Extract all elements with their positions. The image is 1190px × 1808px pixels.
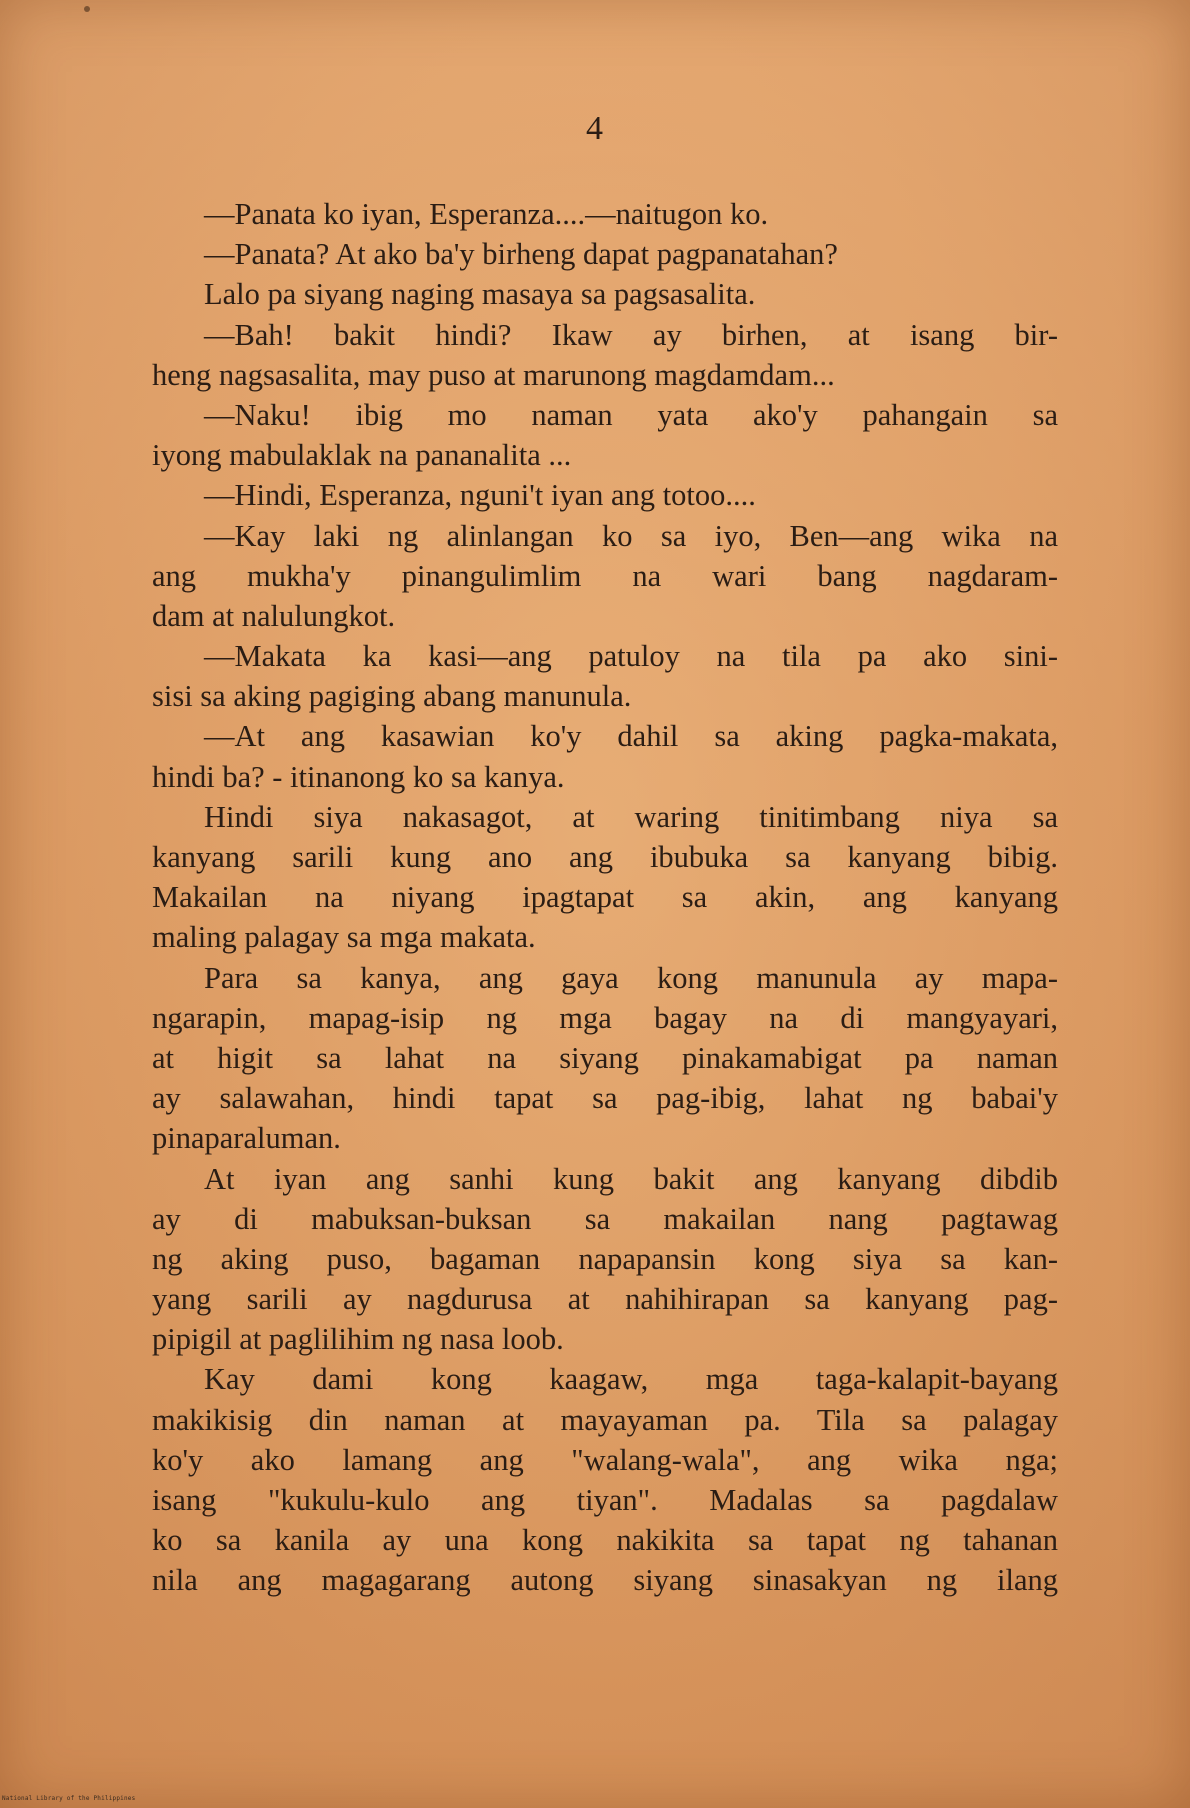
text-line: —Kay laki ng alinlangan ko sa iyo, Ben—ang wika na xyxy=(204,518,1058,553)
text-line: —Naku! ibig mo naman yata ako'y pahangain sa xyxy=(204,397,1058,432)
text-line: —At ang kasawian ko'y dahil sa aking pagka-makata, xyxy=(204,719,1058,754)
text-line: ko'y ako lamang ang "walang-wala", ang wika nga; xyxy=(152,1442,1058,1477)
text-line: ay salawahan, hindi tapat sa pag-ibig, lahat ng babai'y xyxy=(152,1081,1058,1116)
footer-credit: National Library of the Philippines xyxy=(2,1795,136,1802)
page-number: 4 xyxy=(586,110,604,147)
text-line: Para sa kanya, ang gaya kong manunula ay mapa- xyxy=(204,960,1058,995)
text-line: maling palagay sa mga makata. xyxy=(152,920,536,955)
text-line: ng aking puso, bagaman napapansin kong siya sa kan- xyxy=(152,1241,1058,1276)
text-line: Hindi siya nakasagot, at waring tinitimbang niya sa xyxy=(204,799,1058,834)
body-text xyxy=(152,194,1058,1601)
text-line: —Panata ko iyan, Esperanza....—naitugon ko. xyxy=(204,197,769,231)
text-line: yang sarili ay nagdurusa at nahihirapan sa kanyang pag- xyxy=(152,1282,1058,1317)
text-line: Makailan na niyang ipagtapat sa akin, ang kanyang xyxy=(152,880,1058,915)
paper-speck xyxy=(84,6,90,12)
text-line: pinaparaluman. xyxy=(152,1121,341,1156)
text-line: ay di mabuksan-buksan sa makailan nang pagtawag xyxy=(152,1201,1058,1236)
text-line: At iyan ang sanhi kung bakit ang kanyang dibdib xyxy=(204,1161,1058,1196)
text-line: ngarapin, mapag-isip ng mga bagay na di mangyayari, xyxy=(152,1000,1058,1035)
text-line: heng nagsasalita, may puso at marunong magdamdam... xyxy=(152,357,835,392)
text-line: hindi ba? - itinanong ko sa kanya. xyxy=(152,759,565,794)
text-line: —Makata ka kasi—ang patuloy na tila pa ako sini- xyxy=(204,639,1058,674)
text-line: ko sa kanila ay una kong nakikita sa tapat ng tahanan xyxy=(152,1523,1058,1558)
text-line: iyong mabulaklak na pananalita ... xyxy=(152,438,572,473)
text-line: Kay dami kong kaagaw, mga taga-kalapit-bayang xyxy=(204,1362,1058,1397)
text-line: ang mukha'y pinangulimlim na wari bang nagdaram- xyxy=(152,558,1058,593)
text-line: —Hindi, Esperanza, nguni't iyan ang totoo.... xyxy=(204,478,756,513)
prose-lines xyxy=(152,194,1058,1601)
text-line: nila ang magagarang autong siyang sinasakyan ng ilang xyxy=(152,1563,1058,1598)
text-line: dam at nalulungkot. xyxy=(152,598,396,633)
text-line: sisi sa aking pagiging abang manunula. xyxy=(152,679,632,714)
text-line: pipigil at paglilihim ng nasa loob. xyxy=(152,1322,564,1357)
text-line: at higit sa lahat na siyang pinakamabigat pa naman xyxy=(152,1040,1058,1075)
text-line: —Panata? At ako ba'y birheng dapat pagpanatahan? xyxy=(204,237,838,272)
text-line: isang "kukulu-kulo ang tiyan". Madalas sa pagdalaw xyxy=(152,1483,1058,1517)
text-line: makikisig din naman at mayayaman pa. Tila sa palagay xyxy=(152,1402,1058,1437)
text-line: kanyang sarili kung ano ang ibubuka sa kanyang bibig. xyxy=(152,840,1058,874)
text-line: Lalo pa siyang naging masaya sa pagsasalita. xyxy=(204,277,756,312)
text-line: —Bah! bakit hindi? Ikaw ay birhen, at isang bir- xyxy=(204,317,1058,352)
